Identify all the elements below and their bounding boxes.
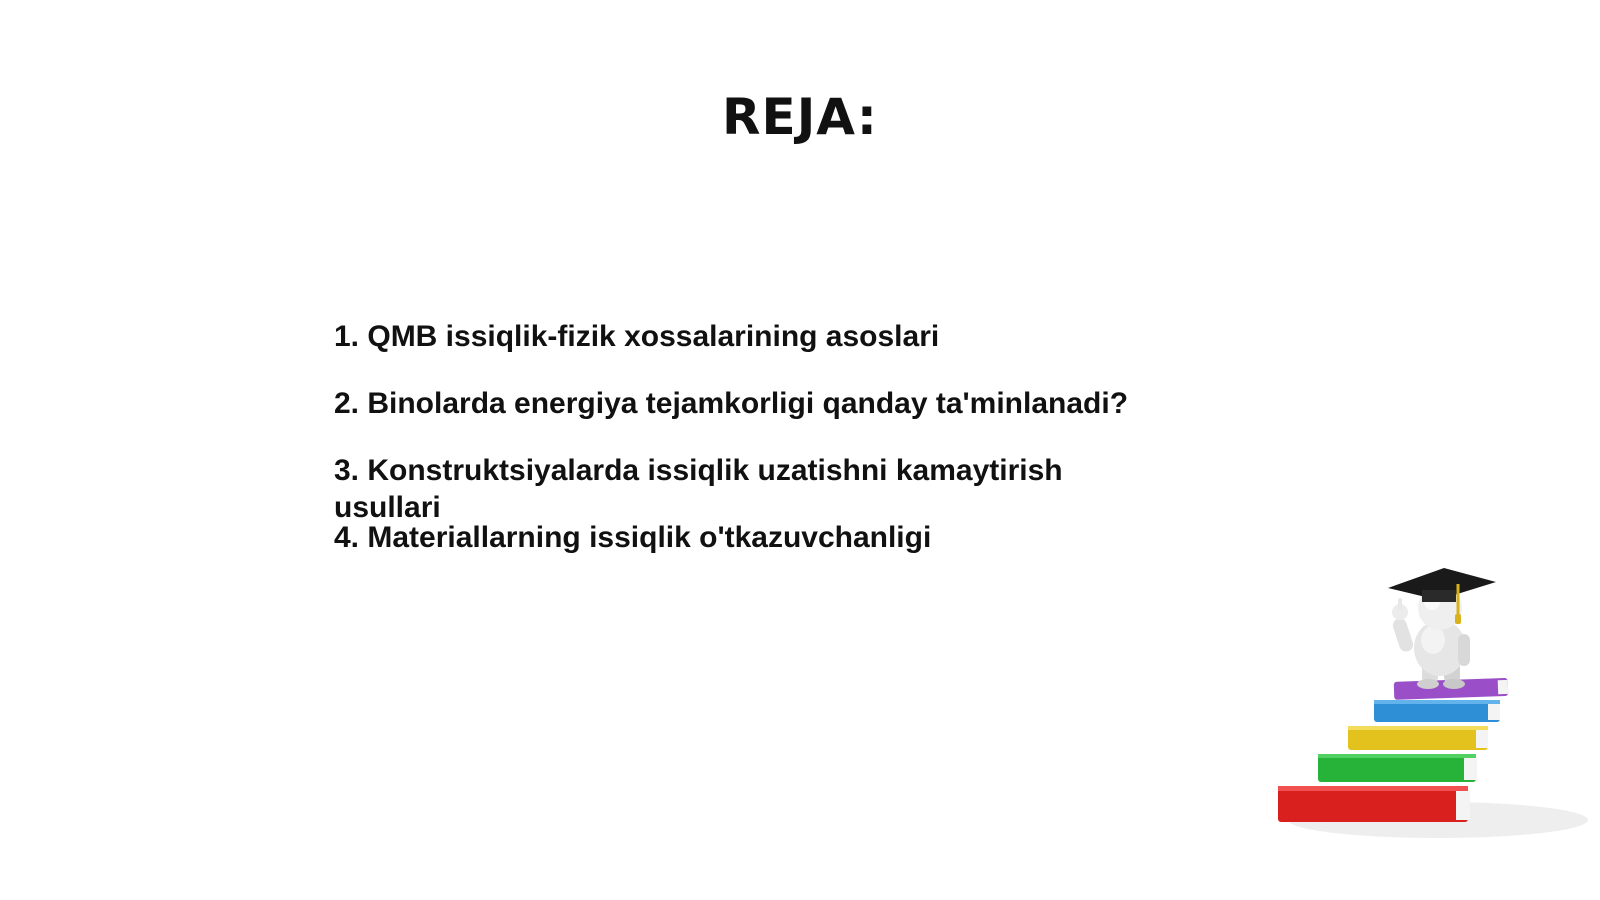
red-book-icon: [1278, 786, 1470, 822]
plan-item: 3. Konstruktsiyalarda issiqlik uzatishni kamaytirish usullari: [334, 454, 1063, 524]
graduate-on-books-icon: [1268, 568, 1588, 858]
plan-item: 1. QMB issiqlik-fizik xossalarining asoslari: [334, 320, 940, 353]
plan-list: [334, 318, 1174, 556]
plan-item: 2. Binolarda energiya tejamkorligi qanday ta'minlanadi?: [334, 387, 1129, 420]
yellow-book-icon: [1348, 726, 1488, 750]
slide-title: REJA:: [722, 88, 878, 146]
plan-item: 4. Materiallarning issiqlik o'tkazuvchanligi: [334, 521, 932, 554]
green-book-icon: [1318, 754, 1477, 782]
blue-book-icon: [1374, 700, 1500, 722]
graduate-figure-icon: [1388, 568, 1496, 689]
